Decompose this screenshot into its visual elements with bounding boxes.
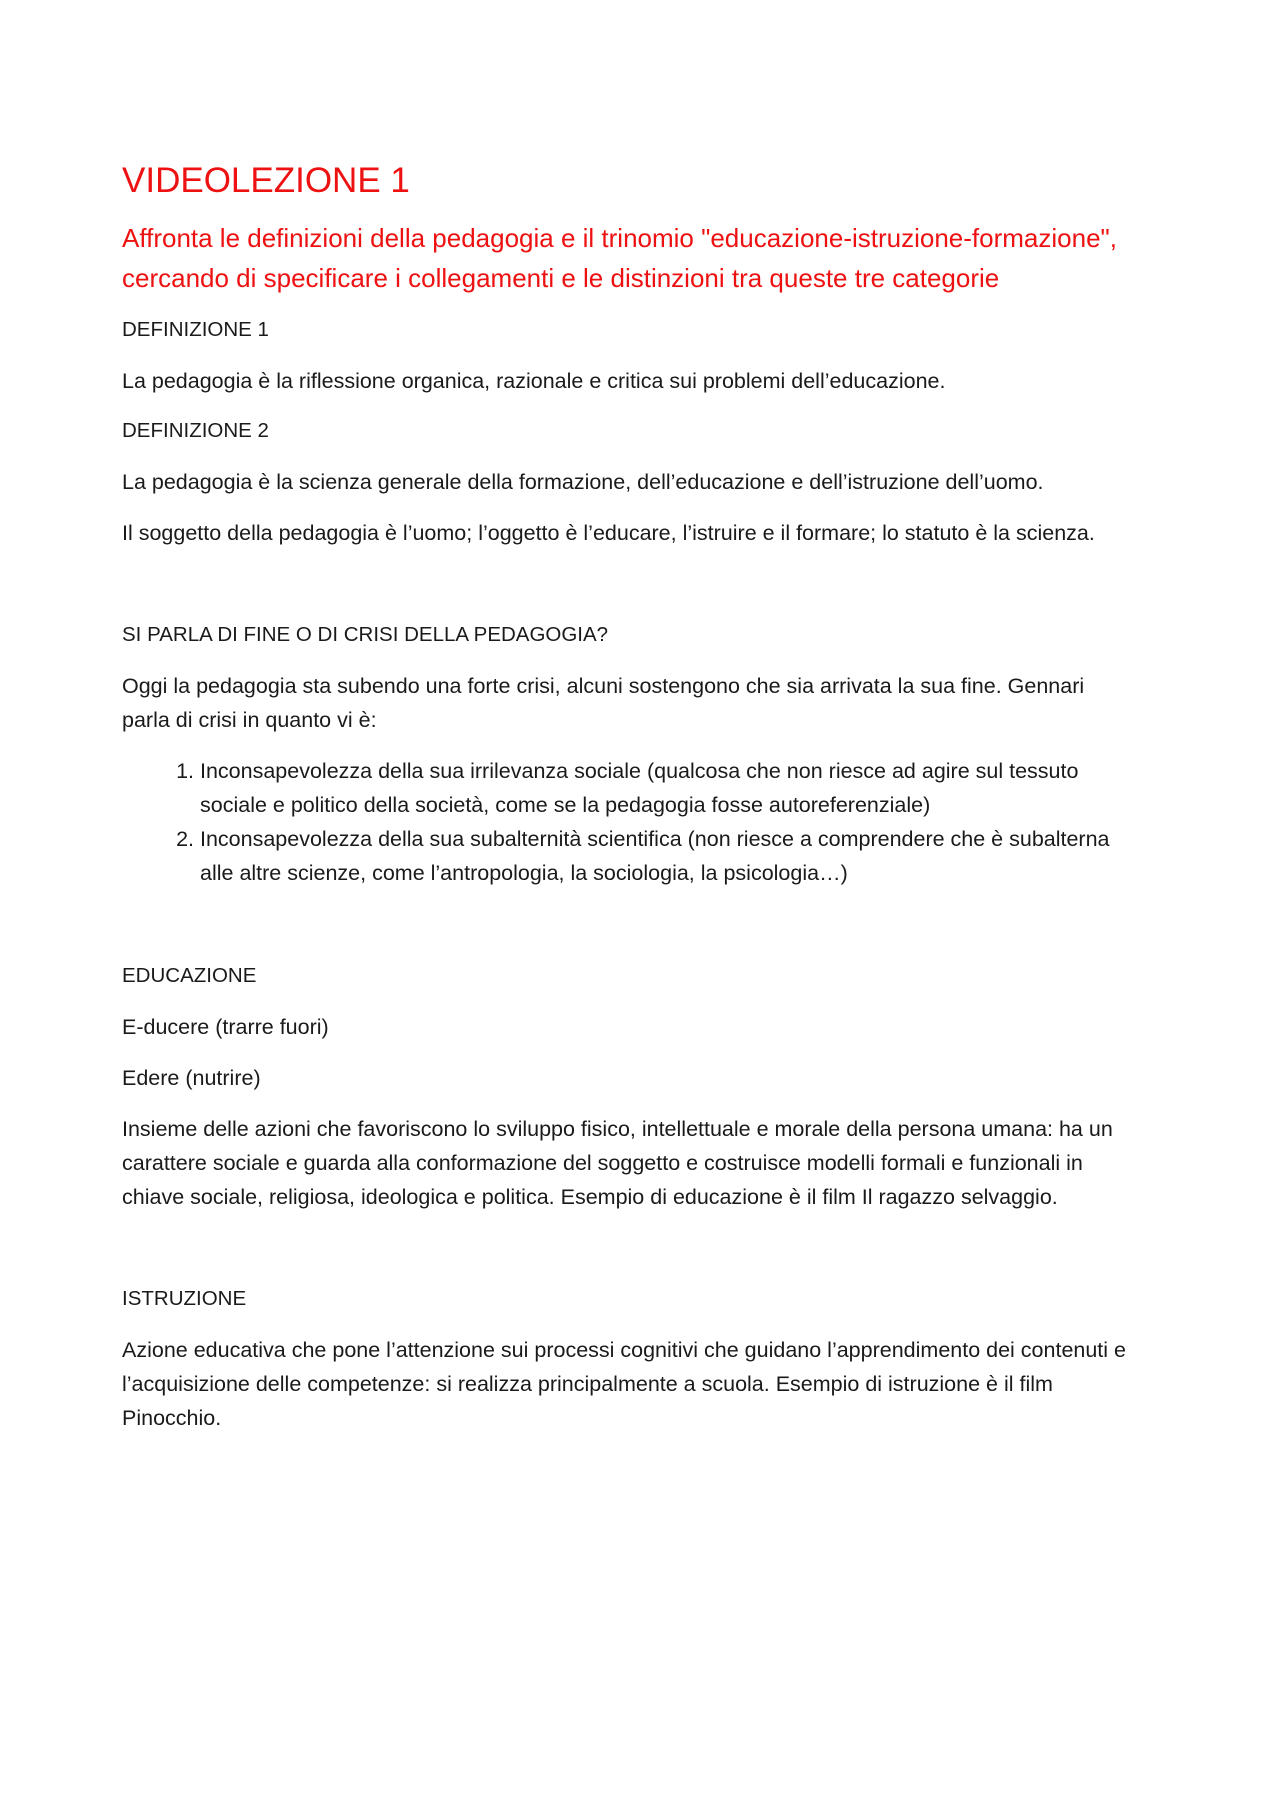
- educazione-etymology-2: Edere (nutrire): [122, 1066, 261, 1090]
- educazione-etymology-1: E-ducere (trarre fuori): [122, 1015, 329, 1039]
- section-spacer: [122, 567, 1130, 619]
- document-subtitle: Affronta le definizioni della pedagogia e il trinomio "educazione-istruzione-formazione", cercando di specificare i collegamenti e le distinzioni tra queste tre categorie: [122, 223, 1117, 293]
- list-item: 1. Inconsapevolezza della sua irrilevanza sociale (qualcosa che non riesce ad agire sul tessuto sociale e politico della società, come se la pedagogia fosse autoreferenziale): [200, 754, 1130, 822]
- list-item: 2. Inconsapevolezza della sua subalternità scientifica (non riesce a comprendere che è subalterna alle altre scienze, come l’antropologia, la sociologia, la psicologia…): [200, 822, 1130, 890]
- educazione-heading: EDUCAZIONE: [122, 964, 257, 987]
- soggetto-paragraph: Il soggetto della pedagogia è l’uomo; l’oggetto è l’educare, l’istruire e il formare; lo statuto è la scienza.: [122, 521, 1095, 545]
- crisis-heading: SI PARLA DI FINE O DI CRISI DELLA PEDAGOGIA?: [122, 623, 609, 646]
- crisis-paragraph: Oggi la pedagogia sta subendo una forte crisi, alcuni sostengono che sia arrivata la sua fine. Gennari parla di crisi in quanto vi è:: [122, 674, 1085, 732]
- crisis-list: [122, 754, 1130, 890]
- istruzione-paragraph: Azione educativa che pone l’attenzione sui processi cognitivi che guidano l’apprendimento dei contenuti e l’acquisizione delle competenze: si realizza principalmente a scuola. Esempio di istruzione è il film Pinocchio.: [122, 1338, 1126, 1430]
- istruzione-heading: ISTRUZIONE: [122, 1287, 247, 1310]
- educazione-paragraph: Insieme delle azioni che favoriscono lo sviluppo fisico, intellettuale e morale della persona umana: ha un carattere sociale e guarda alla conformazione del soggetto e costruisce modelli formali e funzionali in chiave sociale, religiosa, ideologica e politica. Esempio di educazione è il film Il ragazzo selvaggio.: [122, 1117, 1113, 1209]
- document-title: VIDEOLEZIONE 1: [122, 161, 410, 200]
- section-spacer: [122, 890, 1130, 960]
- section-spacer: [122, 1231, 1130, 1283]
- definition-2-heading: DEFINIZIONE 2: [122, 419, 269, 442]
- definition-2-text: La pedagogia è la scienza generale della formazione, dell’educazione e dell’istruzione dell’uomo.: [122, 470, 1044, 494]
- definition-1-heading: DEFINIZIONE 1: [122, 318, 269, 341]
- definition-1-text: La pedagogia è la riflessione organica, razionale e critica sui problemi dell’educazione.: [122, 369, 946, 393]
